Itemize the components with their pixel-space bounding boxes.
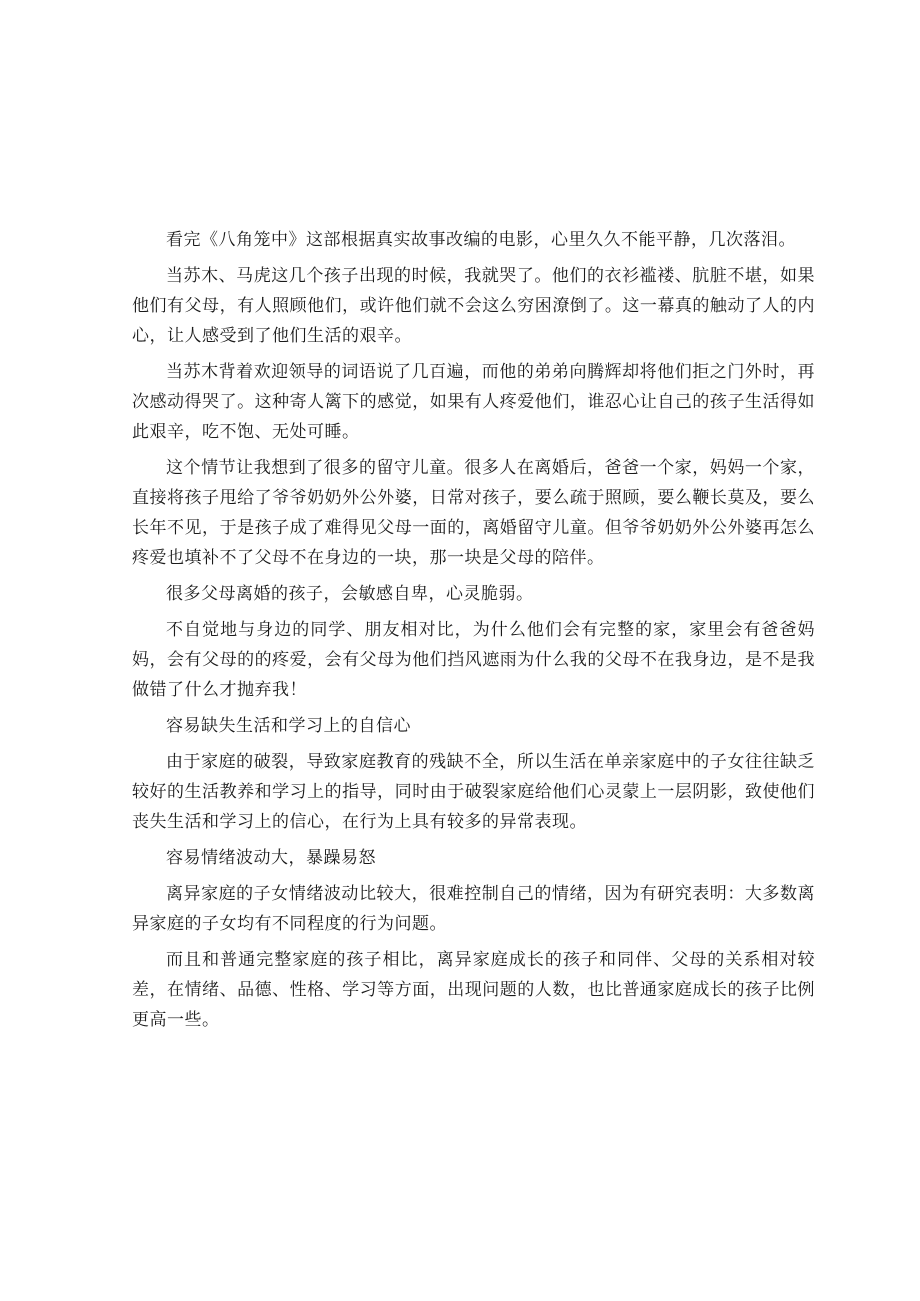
paragraph-confidence: 由于家庭的破裂，导致家庭教育的残缺不全，所以生活在单亲家庭中的子女往往缺乏较好的生活教养和学习上的指导，同时由于破裂家庭给他们心灵蒙上一层阴影，致使他们丧失生活和学习上的信心，在行为上具有较多的异常表现。 <box>132 752 815 832</box>
paragraph-children-appear: 当苏木、马虎这几个孩子出现的时候，我就哭了。他们的衣衫褴褛、肮脏不堪，如果他们有父母，有人照顾他们，或许他们就不会这么穷困潦倒了。这一幕真的触动了人的内心，让人感受到了他们生活的艰辛。 <box>132 266 815 346</box>
paragraph-conclusion: 而且和普通完整家庭的孩子相比，离异家庭成长的孩子和同伴、父母的关系相对较差，在情绪、品德、性格、学习等方面，出现问题的人数，也比普通家庭成长的孩子比例更高一些。 <box>132 950 815 1030</box>
paragraph-intro: 看完《八角笼中》这部根据真实故事改编的电影，心里久久不能平静，几次落泪。 <box>166 230 796 250</box>
paragraph-left-behind-children: 这个情节让我想到了很多的留守儿童。很多人在离婚后，爸爸一个家，妈妈一个家，直接将孩子甩给了爷爷奶奶外公外婆，日常对孩子，要么疏于照顾，要么鞭长莫及，要么长年不见，于是孩子成了难得见父母一面的，离婚留守儿童。但爷爷奶奶外公外婆再怎么疼爱也填补不了父母不在身边的一块，那一块是父母的陪伴。 <box>132 458 815 568</box>
paragraph-emotion: 离异家庭的子女情绪波动比较大，很难控制自己的情绪，因为有研究表明：大多数离异家庭的子女均有不同程度的行为问题。 <box>132 884 815 934</box>
document-page <box>132 225 815 1041</box>
paragraph-welcome-speech: 当苏木背着欢迎领导的词语说了几百遍，而他的弟弟向腾辉却将他们拒之门外时，再次感动得哭了。这种寄人篱下的感觉，如果有人疼爱他们，谁忍心让自己的孩子生活得如此艰辛，吃不饱、无处可睡。 <box>132 362 815 442</box>
paragraph-comparison: 不自觉地与身边的同学、朋友相对比，为什么他们会有完整的家，家里会有爸爸妈妈，会有父母的的疼爱，会有父母为他们挡风遮雨为什么我的父母不在我身边，是不是我做错了什么才抛弃我！ <box>132 620 815 700</box>
paragraph-sensitive-heading: 很多父母离婚的孩子，会敏感自卑，心灵脆弱。 <box>166 584 534 604</box>
section-heading-confidence: 容易缺失生活和学习上的自信心 <box>166 716 411 736</box>
section-heading-emotion: 容易情绪波动大，暴躁易怒 <box>166 848 376 868</box>
